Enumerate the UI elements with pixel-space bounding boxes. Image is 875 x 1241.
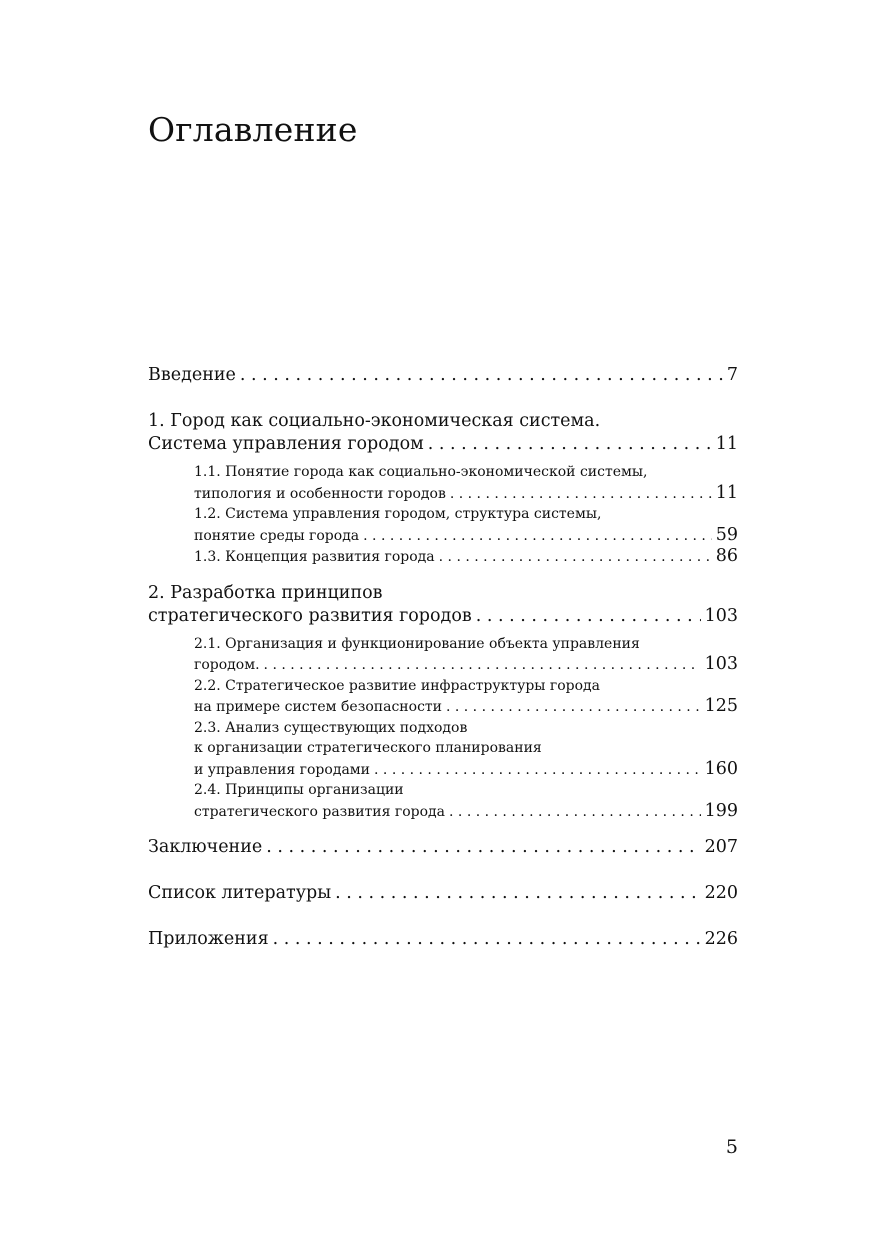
- toc-entry-section-2-3[interactable]: [148, 718, 738, 781]
- toc-entry-title: Заключение: [148, 837, 263, 857]
- page-title: Оглавление: [148, 110, 358, 149]
- toc-entry-title-continued: на примере систем безопасности: [194, 699, 442, 715]
- toc-entry-chapter-2[interactable]: [148, 582, 738, 628]
- toc-entry-title: Введение: [148, 365, 236, 385]
- toc-entry-title: 2.2. Стратегическое развитие инфраструктуры города: [194, 677, 601, 694]
- toc-entry-title: 2.1. Организация и функционирование объекта управления: [194, 635, 640, 652]
- dot-leader: [335, 882, 700, 905]
- dot-leader: [273, 928, 701, 951]
- dot-leader: [439, 547, 712, 568]
- toc-page-number: 7: [726, 365, 738, 385]
- toc-page-number: 226: [704, 929, 738, 949]
- toc-entry-title: 2.4. Принципы организации: [194, 782, 404, 798]
- toc-page-number: 11: [715, 434, 738, 454]
- dot-leader: [428, 433, 712, 456]
- toc-entry-conclusion[interactable]: [148, 836, 738, 859]
- toc-page-number: 125: [704, 696, 738, 716]
- toc-entry-chapter-1[interactable]: [148, 410, 738, 456]
- toc-page-number: 103: [704, 605, 738, 626]
- toc-entry-section-1-1[interactable]: [148, 462, 738, 504]
- dot-leader: [476, 605, 701, 628]
- toc-entry-title: 1. Город как социально-экономическая система.: [148, 411, 601, 431]
- dot-leader: [266, 836, 700, 859]
- toc-entry-section-1-2[interactable]: [148, 504, 738, 546]
- toc-entry-title-continued: к организации стратегического планирования: [194, 740, 542, 756]
- dot-leader: [446, 697, 701, 718]
- toc-entry-title-continued: Система управления городом: [148, 434, 424, 454]
- dot-leader: [363, 526, 712, 547]
- toc-entry-title-continued: понятие среды города: [194, 527, 360, 544]
- toc-entry-title-continued: стратегического развития городов: [148, 605, 472, 626]
- toc-page-number: 103: [704, 654, 738, 674]
- dot-leader: [449, 802, 701, 823]
- page-number: 5: [725, 1136, 738, 1158]
- dot-leader: [240, 364, 723, 387]
- toc-entry-section-2-2[interactable]: [148, 676, 738, 718]
- toc-entry-references[interactable]: [148, 882, 738, 905]
- toc-entry-intro[interactable]: [148, 364, 738, 387]
- dot-leader: [450, 484, 712, 505]
- toc-entry-title-continued: типология и особенности городов: [194, 485, 446, 502]
- toc-entry-appendices[interactable]: [148, 928, 738, 951]
- toc-page-number: 207: [704, 837, 738, 857]
- toc-page-number: 199: [704, 800, 738, 821]
- toc-entry-title: Список литературы: [148, 883, 332, 903]
- toc-entry-title: Приложения: [148, 929, 269, 949]
- toc-entry-title: 1.2. Система управления городом, структура системы,: [194, 506, 602, 522]
- toc-entry-section-1-3[interactable]: [148, 546, 738, 568]
- toc-page-number: 220: [704, 883, 738, 903]
- toc-page-number: 59: [715, 524, 738, 545]
- toc-entry-title: 1.3. Концепция развития города: [194, 549, 435, 565]
- toc-entry-title: 1.1. Понятие города как социально-экономической системы,: [194, 464, 648, 480]
- dot-leader: [374, 760, 701, 781]
- toc-page-number: 11: [715, 482, 738, 503]
- toc-entry-title-continued: стратегического развития города: [194, 803, 446, 820]
- toc-entry-section-2-1[interactable]: [148, 634, 738, 676]
- toc-entry-title: 2. Разработка принципов: [148, 582, 383, 603]
- dot-leader: [264, 655, 701, 676]
- toc-entry-section-2-4[interactable]: [148, 780, 738, 822]
- toc-page-number: 86: [715, 546, 738, 566]
- toc-entry-title-continued: и управления городами: [194, 761, 371, 778]
- toc-entry-title: 2.3. Анализ существующих подходов: [194, 719, 468, 736]
- toc-page-number: 160: [704, 758, 738, 779]
- table-of-contents: [148, 364, 738, 951]
- toc-entry-title-continued: городом.: [194, 657, 260, 673]
